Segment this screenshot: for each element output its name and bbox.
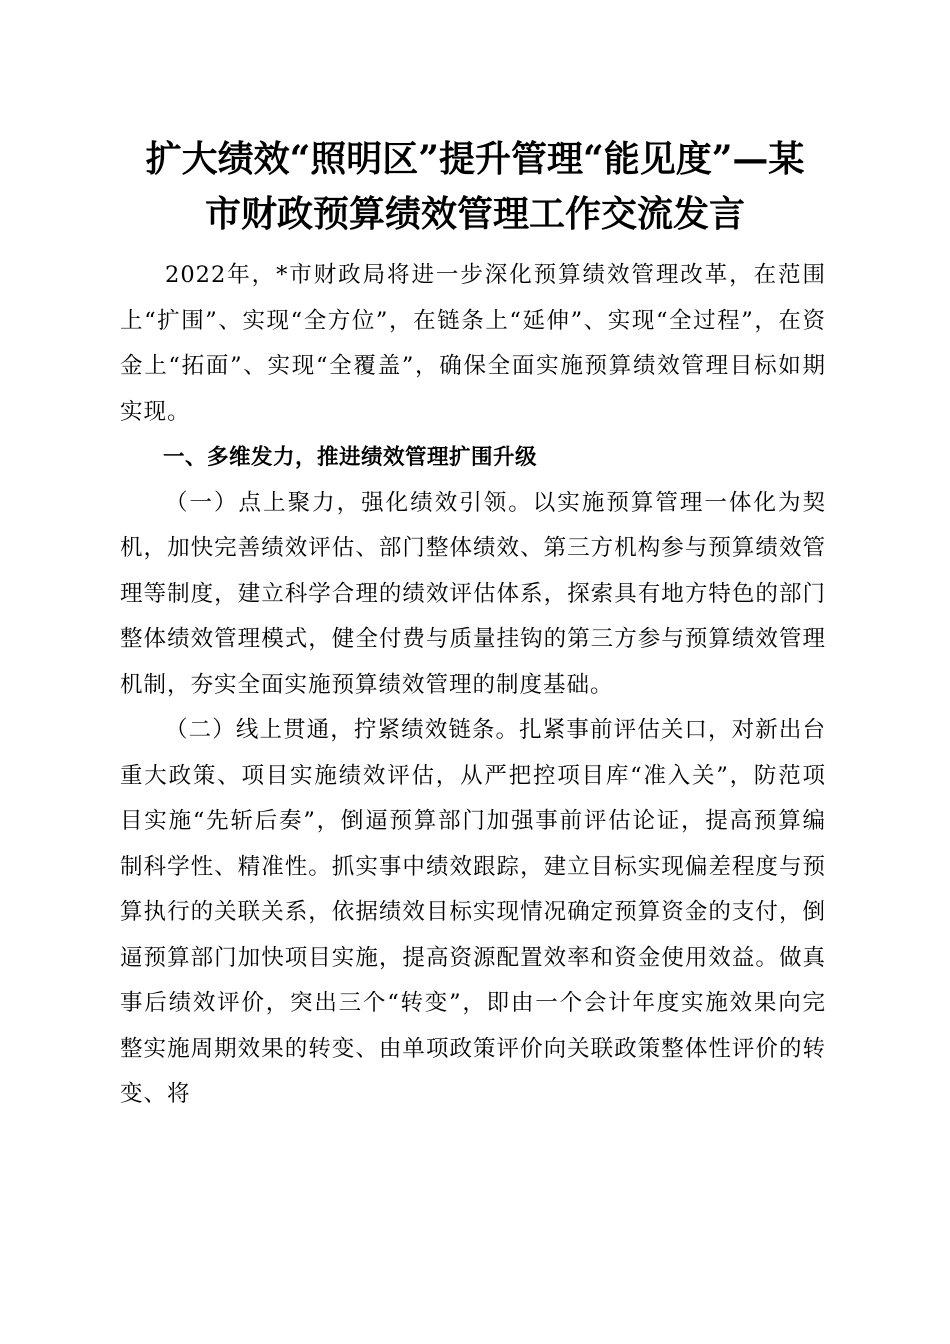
title-line-1: 扩大绩效“照明区”提升管理“能见度”—某 — [145, 138, 805, 180]
document-body — [120, 253, 826, 1118]
title-line-2: 市财政预算绩效管理工作交流发言 — [204, 193, 745, 235]
section-heading-1: 一、多维发力，推进绩效管理扩围升级 — [163, 445, 538, 470]
paragraph-point-focus: （一）点上聚力，强化绩效引领。以实施预算管理一体化为契机，加快完善绩效评估、部门整体绩效、第三方机构参与预算绩效管理等制度，建立科学合理的绩效评估体系，探索具有地方特色的部门整体绩效管理模式，健全付费与质量挂钩的第三方参与预算绩效管理机制，夯实全面实施预算绩效管理的制度基础。 — [120, 489, 826, 698]
intro-paragraph: 2022年，*市财政局将进一步深化预算绩效管理改革，在范围上“扩围”、实现“全方位”，在链条上“延伸”、实现“全过程”，在资金上“拓面”、实现“全覆盖”，确保全面实施预算绩效管理目标如期实现。 — [120, 262, 826, 425]
document-title — [100, 132, 850, 242]
paragraph-line-through: （二）线上贯通，拧紧绩效链条。扎紧事前评估关口，对新出台重大政策、项目实施绩效评估，从严把控项目库“准入关”，防范项目实施“先斩后奏”，倒逼预算部门加强事前评估论证，提高预算编制科学性、精准性。抓实事中绩效跟踪，建立目标实现偏差程度与预算执行的关联关系，依据绩效目标实现情况确定预算资金的支付，倒逼预算部门加快项目实施，提高资源配置效率和资金使用效益。做真事后绩效评价，突出三个“转变”，即由一个会计年度实施效果向完整实施周期效果的转变、由单项政策评价向关联政策整体性评价的转变、将 — [120, 717, 826, 1107]
